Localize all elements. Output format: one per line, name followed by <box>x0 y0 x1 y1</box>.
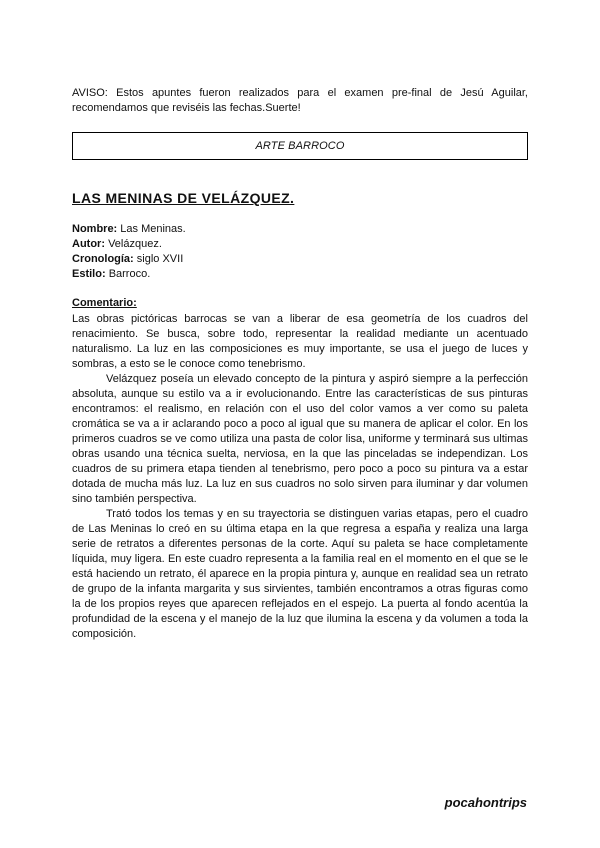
section-title-box <box>72 132 528 160</box>
comment-body <box>72 312 528 642</box>
footer-signature: pocahontrips <box>444 795 527 810</box>
meta-label: Autor: <box>72 238 105 250</box>
notice-text: AVISO: Estos apuntes fueron realizados para el examen pre-final de Jesú Aguilar, recomendamos que reviséis las fechas.Suerte! <box>72 87 528 114</box>
paragraph: Velázquez poseía un elevado concepto de la pintura y aspiró siempre a la perfección absoluta, aunque su estilo va a ir evolucionando. Entre las características de sus pinturas encontramos: el realismo, en relación con el uso del color vamos a ver como su paleta cromática se va a ir aclarando poco a poco al igual que su manera de aplicar el color. En los primeros cuadros se ve como utiliza una pasta de color lisa, uniforme y terminará sus ultimas obras usando una técnica suelta, nerviosa, en la que las pinceladas se independizan. Los cuadros de su primera etapa tienden al tenebrismo, pero poco a poco su pintura va a estar dotada de mucha más luz. La luz en sus cuadros no solo sirven para iluminar y dar volumen sino también perspectiva. <box>72 373 528 505</box>
paragraph: Trató todos los temas y en su trayectoria se distinguen varias etapas, pero el cuadro de Las Meninas lo creó en su última etapa en la que regresa a españa y realiza una larga serie de retratos a diferentes personas de la corte. Aquí su paleta se hace completamente líquida, muy ligera. En este cuadro representa a la familia real en el momento en el que se le está haciendo un retrato, él aparece en la propia pintura y, aunque en realidad sea un retrato de grupo de la infanta margarita y sus sirvientes, también encontramos a otras figuras como la de los propios reyes que aparecen reflejados en el espejo. La puerta al fondo acentúa la profundidad de la escena y el manejo de la luz que ilumina la escena y da volumen a toda la composición. <box>72 508 528 640</box>
meta-label: Nombre: <box>72 223 118 235</box>
meta-value: Velázquez. <box>108 238 162 250</box>
meta-row-style <box>72 267 186 282</box>
meta-row-author <box>72 237 186 252</box>
meta-row-name <box>72 222 186 237</box>
meta-label: Cronología: <box>72 253 134 265</box>
section-title: ARTE BARROCO <box>255 140 345 152</box>
meta-row-chronology <box>72 252 186 267</box>
comment-heading: Comentario: <box>72 297 137 309</box>
meta-value: Barroco. <box>108 268 151 280</box>
metadata-list <box>72 222 186 282</box>
page-title: LAS MENINAS DE VELÁZQUEZ. <box>72 190 295 206</box>
meta-value: siglo XVII <box>136 253 184 265</box>
paragraph: Las obras pictóricas barrocas se van a liberar de esa geometría de los cuadros del renacimiento. Se busca, sobre todo, representar la realidad mediante un acentuado naturalismo. La luz en las composiciones es muy importante, se usa el juego de luces y sombras, a esto se le conoce como tenebrismo. <box>72 313 528 370</box>
meta-value: Las Meninas. <box>120 223 186 235</box>
meta-label: Estilo: <box>72 268 106 280</box>
